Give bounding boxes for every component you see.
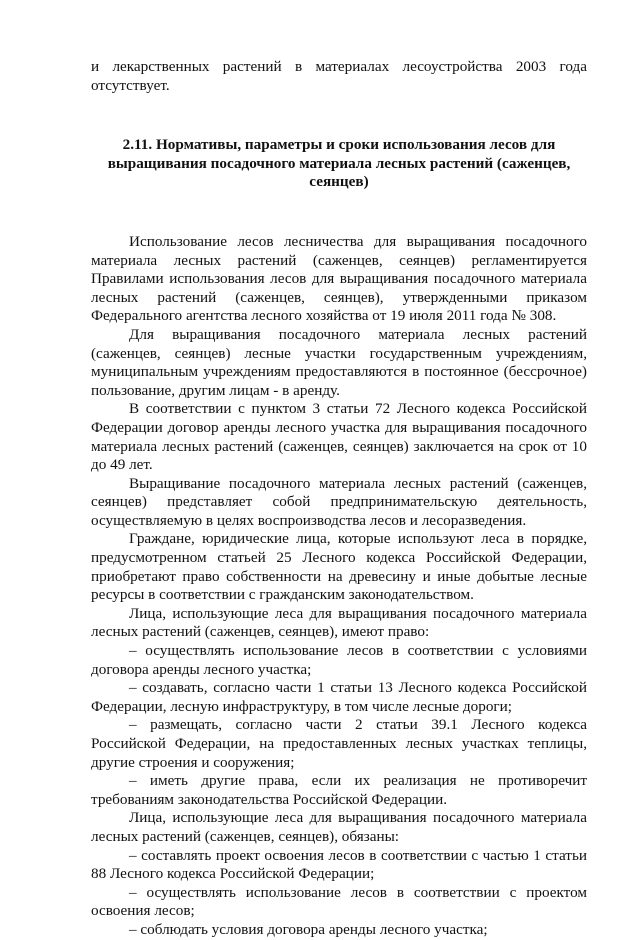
obligations-list-item: – составлять проект освоения лесов в соответствии с частью 1 статьи 88 Лесного кодекса Российской Федерации;: [91, 846, 587, 883]
rights-list-item: – иметь другие права, если их реализация не противоречит требованиям законодательства Российской Федерации.: [91, 772, 587, 808]
rights-list-item: – создавать, согласно части 1 статьи 13 Лесного кодекса Российской Федерации, лесную инфраструктуру, в том числе лесные дороги;: [91, 679, 587, 715]
intro-paragraph: и лекарственных растений в материалах лесоустройства 2003 года отсутствует.: [91, 58, 587, 94]
obligations-list-item: – осуществлять использование лесов в соответствии с проектом освоения лесов;: [91, 883, 587, 920]
body-paragraph: Для выращивания посадочного материала лесных растений (саженцев, сеянцев) лесные участки государственным учреждениям, муниципальным учреждениям предоставляются в постоянное (бессрочное) пользование, другим лицам - в аренду.: [91, 325, 587, 399]
body-paragraph: Использование лесов лесничества для выращивания посадочного материала лесных растений (саженцев, сеянцев) регламентируется Правилами использования лесов для выращивания посадочного материала лесных растений (саженцев, сеянцев), утвержденными приказом Федерального агентства лесного хозяйства от 19 июля 2011 года № 308.: [91, 232, 587, 325]
section-heading: 2.11. Нормативы, параметры и сроки использования лесов для выращивания посадочного материала лесных растений (саженцев, сеянцев): [107, 136, 571, 191]
rights-list-item: – осуществлять использование лесов в соответствии с условиями договора аренды лесного участка;: [91, 642, 587, 678]
body-paragraph: Граждане, юридические лица, которые используют леса в порядке, предусмотренном статьей 25 Лесного кодекса Российской Федерации, приобретают право собственности на древесину и иные добытые лесные ресурсы в соответствии с гражданским законодательством.: [91, 530, 587, 604]
document-page: [91, 58, 587, 940]
body-paragraph: Выращивание посадочного материала лесных растений (саженцев, сеянцев) представляет собой предпринимательскую деятельность, осуществляемую в целях воспроизводства лесов и лесоразведения.: [91, 474, 587, 529]
rights-list-item: – размещать, согласно части 2 статьи 39.1 Лесного кодекса Российской Федерации, на предоставленных лесных участках теплицы, другие строения и сооружения;: [91, 716, 587, 771]
rights-intro-paragraph: Лица, использующие леса для выращивания посадочного материала лесных растений (саженцев, сеянцев), имеют право:: [91, 604, 587, 641]
body-paragraph: В соответствии с пунктом 3 статьи 72 Лесного кодекса Российской Федерации договор аренды лесного участка для выращивания посадочного материала лесных растений (саженцев, сеянцев) заключается на срок от 10 до 49 лет.: [91, 400, 587, 474]
obligations-list-item: – соблюдать условия договора аренды лесного участка;: [129, 920, 488, 938]
obligations-intro-paragraph: Лица, использующие леса для выращивания посадочного материала лесных растений (саженцев, сеянцев), обязаны:: [91, 809, 587, 845]
